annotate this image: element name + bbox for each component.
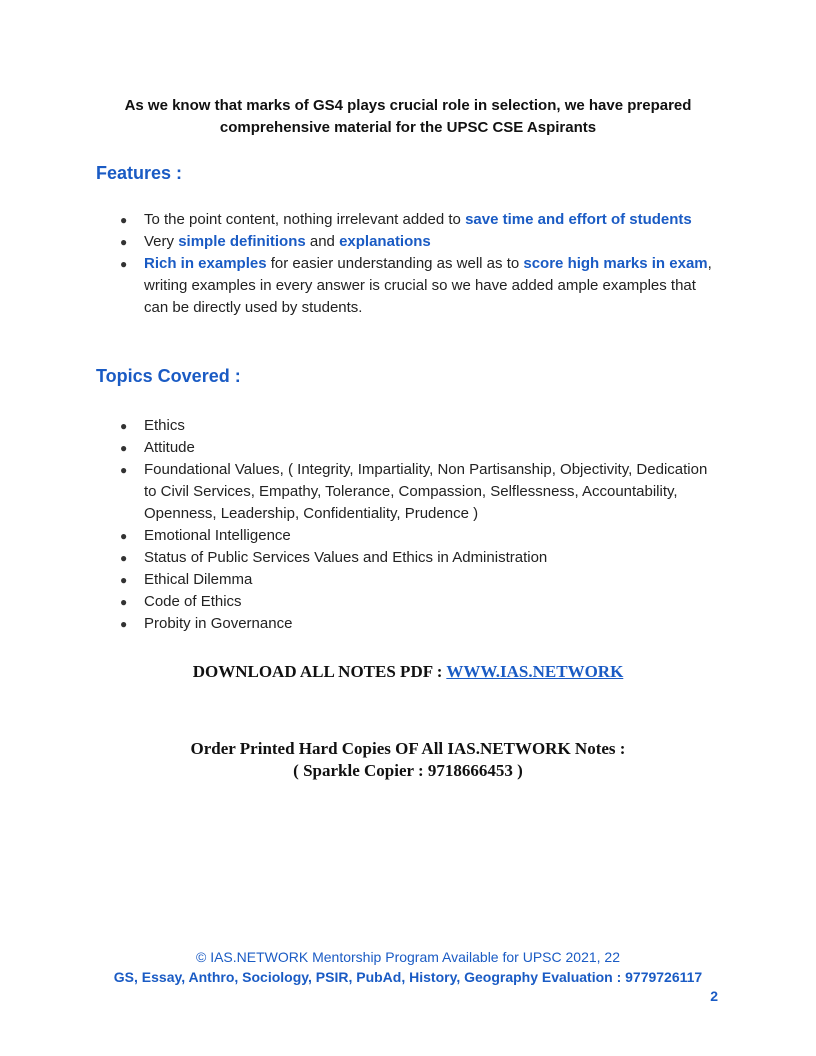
intro-line-2: comprehensive material for the UPSC CSE Aspirants [219, 119, 597, 136]
feature-highlight: explanations [339, 233, 431, 250]
list-item [96, 231, 716, 253]
page-number: 2 [710, 988, 718, 1004]
list-item: ● Foundational Values, ( Integrity, Impartiality, Non Partisanship, Objectivity, Dedication to Civil Services, Empathy, Tolerance, Compassion, Selflessness, Accountability, Openness, Leadership, Confidentiality, Prudence ) [96, 459, 716, 525]
list-item: ● Attitude [96, 437, 716, 459]
list-item: ● Ethics [96, 415, 716, 437]
intro-line-1: As we know that marks of GS4 plays crucial role in selection, we have prepared [124, 97, 692, 114]
order-block [96, 738, 720, 782]
feature-text: To the point content, nothing irrelevant added to [144, 211, 466, 228]
feature-text: , writing examples in every answer is crucial so we have added ample examples that can be directly used by students. [144, 255, 712, 316]
list-item: ● Ethical Dilemma [96, 569, 716, 591]
footer-mentorship: © IAS.NETWORK Mentorship Program Available for UPSC 2021, 22 [195, 949, 620, 965]
feature-highlight: score high marks in exam [523, 255, 708, 272]
list-item: ● Probity in Governance [96, 613, 716, 635]
feature-highlight: simple definitions [178, 233, 306, 250]
topics-heading: Topics Covered : [96, 366, 241, 386]
download-link[interactable]: WWW.IAS.NETWORK [446, 662, 624, 681]
list-item: ● Status of Public Services Values and Ethics in Administration [96, 547, 716, 569]
features-heading: Features : [96, 163, 183, 183]
list-item: ● Emotional Intelligence [96, 525, 716, 547]
feature-text: and [305, 233, 340, 250]
download-label: DOWNLOAD ALL NOTES PDF : [192, 662, 447, 681]
order-line-1: Order Printed Hard Copies OF All IAS.NETWORK Notes : [190, 739, 626, 758]
features-list [96, 209, 716, 319]
footer-evaluation: GS, Essay, Anthro, Sociology, PSIR, PubAd, History, Geography Evaluation : 9779726117 [113, 969, 703, 985]
feature-text: for easier understanding as well as to [266, 255, 524, 272]
feature-highlight: Rich in examples [144, 255, 267, 272]
topics-list [96, 415, 716, 635]
feature-highlight: save time and effort of students [465, 211, 692, 228]
list-item [96, 209, 716, 231]
intro-paragraph [96, 95, 720, 139]
download-line [96, 661, 720, 683]
list-item [96, 253, 716, 319]
order-line-2: ( Sparkle Copier : 9718666453 ) [293, 761, 523, 780]
list-item: ● Code of Ethics [96, 591, 716, 613]
feature-text: Very [144, 233, 179, 250]
